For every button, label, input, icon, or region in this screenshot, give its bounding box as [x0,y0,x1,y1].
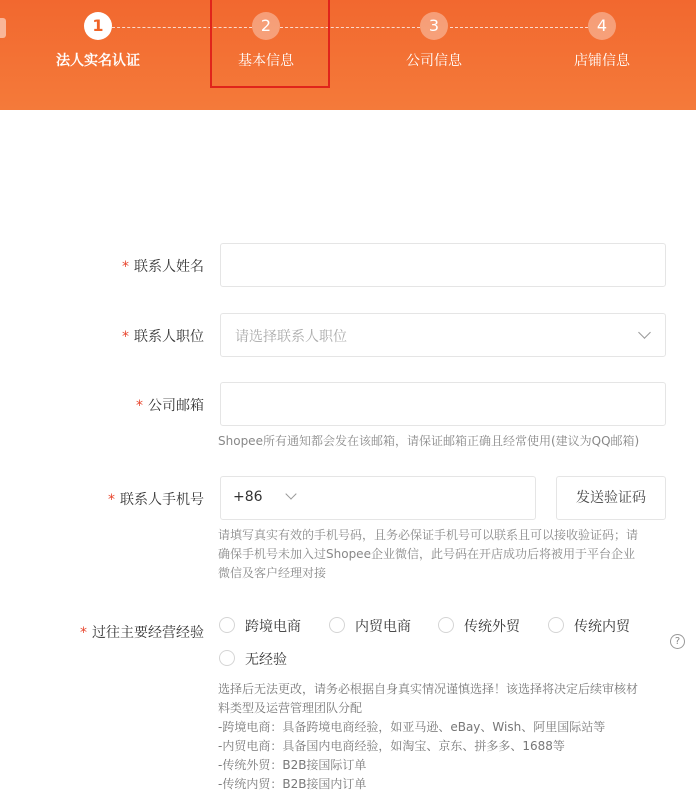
send-code-button[interactable]: 发送验证码 [556,476,666,520]
contact-name-input[interactable] [220,243,666,287]
back-edge-handle[interactable] [0,18,6,38]
phone-label: * 联系人手机号 [108,492,204,508]
stepper-header [0,0,696,110]
radio-circle[interactable] [329,617,345,633]
step-label: 法人实名认证 [56,53,140,69]
help-icon[interactable]: ? [670,634,685,649]
radio-circle[interactable] [548,617,564,633]
step-number: 4 [588,12,616,40]
phone-input[interactable] [220,476,536,520]
radio-circle[interactable] [438,617,454,633]
step-3[interactable] [364,0,504,70]
chevron-down-icon[interactable] [285,488,296,499]
phone-hint: 请填写真实有效的手机号码，且务必保证手机号可以联系且可以接收验证码；请 确保手机号未加入过Shopee企业微信，此号码在开店成功后将被用于平台企业 微信及客户经理对接 [218,528,639,580]
step-label: 店铺信息 [574,53,630,69]
step-number: 3 [420,12,448,40]
chevron-down-icon [638,326,651,339]
company-email-hint: Shopee所有通知都会发在该邮箱，请保证邮箱正确且经常使用(建议为QQ邮箱) [218,434,640,448]
radio-circle[interactable] [219,650,235,666]
step-number: 2 [252,12,280,40]
contact-position-label: * 联系人职位 [122,329,204,345]
step-1[interactable] [28,0,168,70]
required-mark: * [122,329,129,345]
country-code-select[interactable]: +86 [233,489,263,505]
contact-position-select[interactable] [220,313,666,357]
phone-field-group [220,476,666,520]
required-mark: * [136,398,143,414]
step-label: 公司信息 [406,53,462,69]
required-mark: * [122,259,129,275]
step-number: 1 [84,12,112,40]
step-4[interactable] [532,0,672,70]
company-email-label: * 公司邮箱 [136,398,204,414]
company-email-input[interactable] [220,382,666,426]
experience-label: * 过往主要经营经验 [80,625,204,641]
current-step-highlight [210,0,330,88]
experience-notes: 选择后无法更改，请务必根据自身真实情况谨慎选择！该选择将决定后续审核材 料类型及运营管理团队分配 -跨境电商：具备跨境电商经验，如亚马逊、eBay、Wish、阿里国际站等 -内贸电商：具备国内电商经验，如淘宝、京东、拼多多、1688等 -传统外贸：B2B接国际订单 -传统内贸：B2B接国内订单 [218,682,639,791]
required-mark: * [80,625,87,641]
contact-position-placeholder: 请选择联系人职位 [235,329,347,345]
required-mark: * [108,492,115,508]
step-label: 基本信息 [238,53,294,69]
contact-name-label: * 联系人姓名 [122,259,204,275]
radio-circle[interactable] [219,617,235,633]
